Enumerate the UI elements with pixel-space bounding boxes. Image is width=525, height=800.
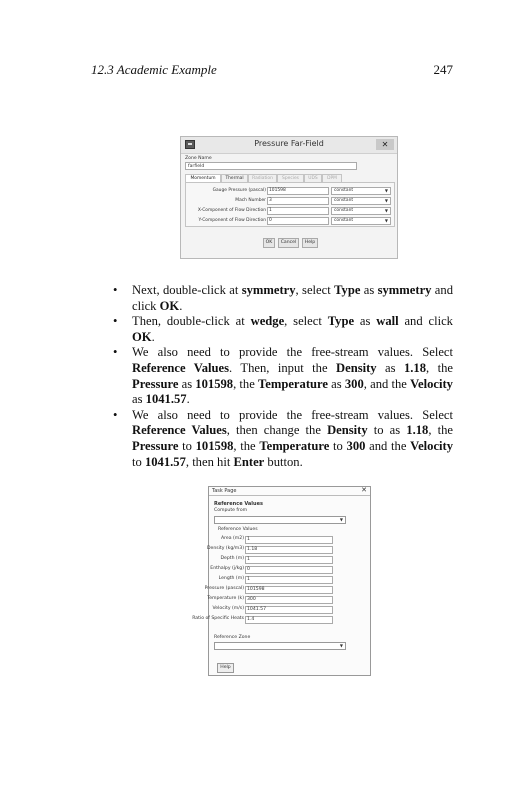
bold-term: wedge: [250, 314, 285, 329]
method-label: constant: [334, 198, 354, 203]
field-label: Gauge Pressure (pascal): [212, 188, 266, 193]
bold-term: 300: [346, 438, 366, 453]
bold-term: wall: [376, 314, 399, 329]
temperature-input[interactable]: 300: [245, 596, 333, 604]
tab-thermal[interactable]: Thermal: [221, 174, 248, 183]
text-run: .: [186, 392, 190, 407]
bold-term: 1.18: [403, 360, 427, 375]
bold-term: Velocity: [410, 438, 454, 453]
field-label: Ratio of Specific Heats: [192, 616, 244, 621]
text-run: as: [327, 376, 345, 391]
text-run: to as: [367, 423, 407, 438]
reference-zone-select[interactable]: [214, 642, 346, 650]
bold-term: Temperature: [258, 376, 328, 391]
bold-term: 1041.57: [145, 392, 187, 407]
method-label: constant: [334, 208, 354, 213]
bold-term: Density: [327, 423, 368, 438]
bold-term: Enter: [233, 454, 265, 469]
chevron-down-icon: ▼: [384, 208, 388, 213]
bold-term: Reference Values: [132, 360, 230, 375]
bold-term: Pressure: [132, 438, 179, 453]
velocity-input[interactable]: 1041.57: [245, 606, 333, 614]
field-label: Length (m): [218, 576, 244, 581]
ok-button[interactable]: OK: [263, 238, 275, 248]
bullet-icon: •: [113, 314, 118, 329]
chevron-down-icon: ▼: [339, 517, 343, 522]
method-select[interactable]: [331, 197, 391, 205]
text-run: , then hit: [185, 454, 234, 469]
pressure-input[interactable]: 101598: [245, 586, 333, 594]
text-run: , the: [426, 360, 453, 375]
bullet-item: [113, 408, 453, 470]
text-run: We also need to provide the free-stream values. Select: [132, 345, 453, 360]
chapter-title: 12.3 Academic Example: [91, 62, 217, 77]
text-run: to: [132, 454, 145, 469]
task-page-title: Task Page: [212, 488, 237, 494]
chevron-down-icon: ▼: [384, 198, 388, 203]
pressure-row: [204, 586, 370, 594]
text-run: . Then, input the: [229, 360, 337, 375]
method-label: constant: [334, 188, 354, 193]
bold-term: Density: [336, 360, 377, 375]
bullet-icon: •: [113, 283, 118, 297]
chevron-down-icon: ▼: [384, 188, 388, 193]
text-run: , the: [428, 423, 453, 438]
pressure-far-field-dialog: [180, 136, 398, 259]
text-run: , the: [233, 376, 259, 391]
dialog-titlebar: [181, 137, 397, 154]
momentum-panel: [185, 182, 395, 227]
tab-uds[interactable]: UDS: [304, 174, 322, 183]
text-run: as: [376, 360, 404, 375]
gauge-pressure-input[interactable]: 101598: [267, 187, 329, 195]
text-run: as: [360, 283, 378, 297]
bold-term: OK: [159, 298, 180, 313]
area-input[interactable]: 1: [245, 536, 333, 544]
tab-radiation[interactable]: Radiation: [248, 174, 277, 183]
temperature-row: [209, 596, 370, 604]
text-run: Next, double-click at: [132, 283, 242, 297]
bold-term: 1041.57: [144, 454, 186, 469]
text-run: , and the: [363, 376, 411, 391]
velocity-row: [209, 606, 370, 614]
specific-heats-input[interactable]: 1.4: [245, 616, 333, 624]
text-run: as: [354, 314, 377, 329]
method-select[interactable]: [331, 187, 391, 195]
x-flow-direction-input[interactable]: 1: [267, 207, 329, 215]
compute-from-label: Compute from: [214, 508, 248, 513]
text-run: , the: [233, 438, 260, 453]
help-button[interactable]: Help: [217, 663, 234, 673]
bullet-icon: •: [113, 407, 118, 422]
text-run: and click: [132, 283, 453, 313]
bullet-item: [113, 283, 453, 314]
field-label: Enthalpy (j/kg): [210, 566, 244, 571]
bullet-item: [113, 345, 453, 407]
depth-input[interactable]: 1: [245, 556, 333, 564]
reference-values-label: Reference Values: [218, 527, 258, 532]
bold-term: 101598: [195, 438, 234, 453]
reference-zone-label: Reference Zone: [214, 635, 251, 640]
field-label: Y-Component of Flow Direction: [198, 218, 266, 223]
method-select[interactable]: [331, 217, 391, 225]
field-label: X-Component of Flow Direction: [197, 208, 266, 213]
bold-term: 101598: [195, 376, 234, 391]
enthalpy-input[interactable]: 0: [245, 566, 333, 574]
tab-momentum[interactable]: Momentum: [185, 174, 221, 183]
bold-term: OK: [132, 329, 152, 344]
dialog-buttons: [181, 238, 397, 248]
density-row: [206, 546, 370, 554]
length-row: [209, 576, 370, 584]
zone-name-label: Zone Name: [185, 156, 212, 161]
close-icon[interactable]: ✕: [376, 139, 394, 150]
text-run: , select: [295, 283, 335, 297]
bold-term: 1.18: [406, 423, 429, 438]
area-row: [209, 536, 370, 544]
field-label: Temperature (k): [207, 596, 244, 601]
text-run: .: [151, 329, 155, 344]
field-label: Mach Number: [235, 198, 266, 203]
title-divider: [209, 495, 370, 496]
text-run: to: [329, 438, 347, 453]
specific-heats-row: [192, 616, 370, 624]
mach-number-row: [186, 197, 394, 205]
bold-term: Reference Values: [132, 423, 227, 438]
text-run: button.: [264, 454, 303, 469]
bold-term: Temperature: [259, 438, 330, 453]
length-input[interactable]: 1: [245, 576, 333, 584]
text-run: , select: [284, 314, 328, 329]
text-run: as: [178, 376, 196, 391]
bullet-icon: •: [113, 345, 118, 360]
gauge-pressure-row: [186, 187, 394, 195]
text-run: and the: [365, 438, 411, 453]
method-label: constant: [334, 218, 354, 223]
text-run: as: [132, 392, 146, 407]
tab-dpm[interactable]: DPM: [322, 174, 342, 183]
instruction-list: [113, 283, 453, 470]
text-run: .: [179, 298, 183, 313]
chevron-down-icon: ▼: [339, 643, 343, 648]
field-label: Depth (m): [220, 556, 244, 561]
bold-term: Type: [334, 283, 361, 297]
task-page-panel: [192, 486, 371, 676]
dialog-title: Pressure Far-Field: [254, 139, 324, 148]
field-label: Density (kg/m3): [206, 546, 244, 551]
close-icon[interactable]: ✕: [361, 486, 367, 494]
bold-term: symmetry: [377, 283, 432, 297]
bold-term: Velocity: [410, 376, 453, 391]
y-flow-direction-row: [186, 217, 394, 225]
bold-term: Pressure: [132, 376, 179, 391]
depth-row: [209, 556, 370, 564]
text-run: and click: [398, 314, 453, 329]
y-flow-direction-input[interactable]: 0: [267, 217, 329, 225]
help-button[interactable]: Help: [302, 238, 318, 248]
method-select[interactable]: [331, 207, 391, 215]
section-title: Reference Values: [214, 501, 263, 507]
cancel-button[interactable]: Cancel: [278, 238, 299, 248]
bold-term: symmetry: [241, 283, 296, 297]
bold-term: Type: [327, 314, 355, 329]
mach-number-input[interactable]: 3: [267, 197, 329, 205]
chevron-down-icon: ▼: [384, 218, 388, 223]
page-header: [91, 62, 453, 80]
field-label: Area (m2): [220, 536, 244, 541]
bold-term: 300: [344, 376, 364, 391]
page-number: 247: [433, 62, 453, 77]
tab-species[interactable]: Species: [277, 174, 304, 183]
x-flow-direction-row: [186, 207, 394, 215]
field-label: Pressure (pascal): [204, 586, 244, 591]
text-run: We also need to provide the free-stream values. Select: [132, 407, 453, 422]
compute-from-select[interactable]: [214, 516, 346, 524]
text-run: to: [178, 438, 196, 453]
field-label: Velocity (m/s): [212, 606, 244, 611]
enthalpy-row: [209, 566, 370, 574]
density-input[interactable]: 1.18: [245, 546, 333, 554]
zone-name-input[interactable]: farfield: [185, 162, 357, 170]
text-run: Then, double-click at: [132, 314, 251, 329]
text-run: , then change the: [226, 423, 328, 438]
bullet-item: [113, 314, 453, 345]
